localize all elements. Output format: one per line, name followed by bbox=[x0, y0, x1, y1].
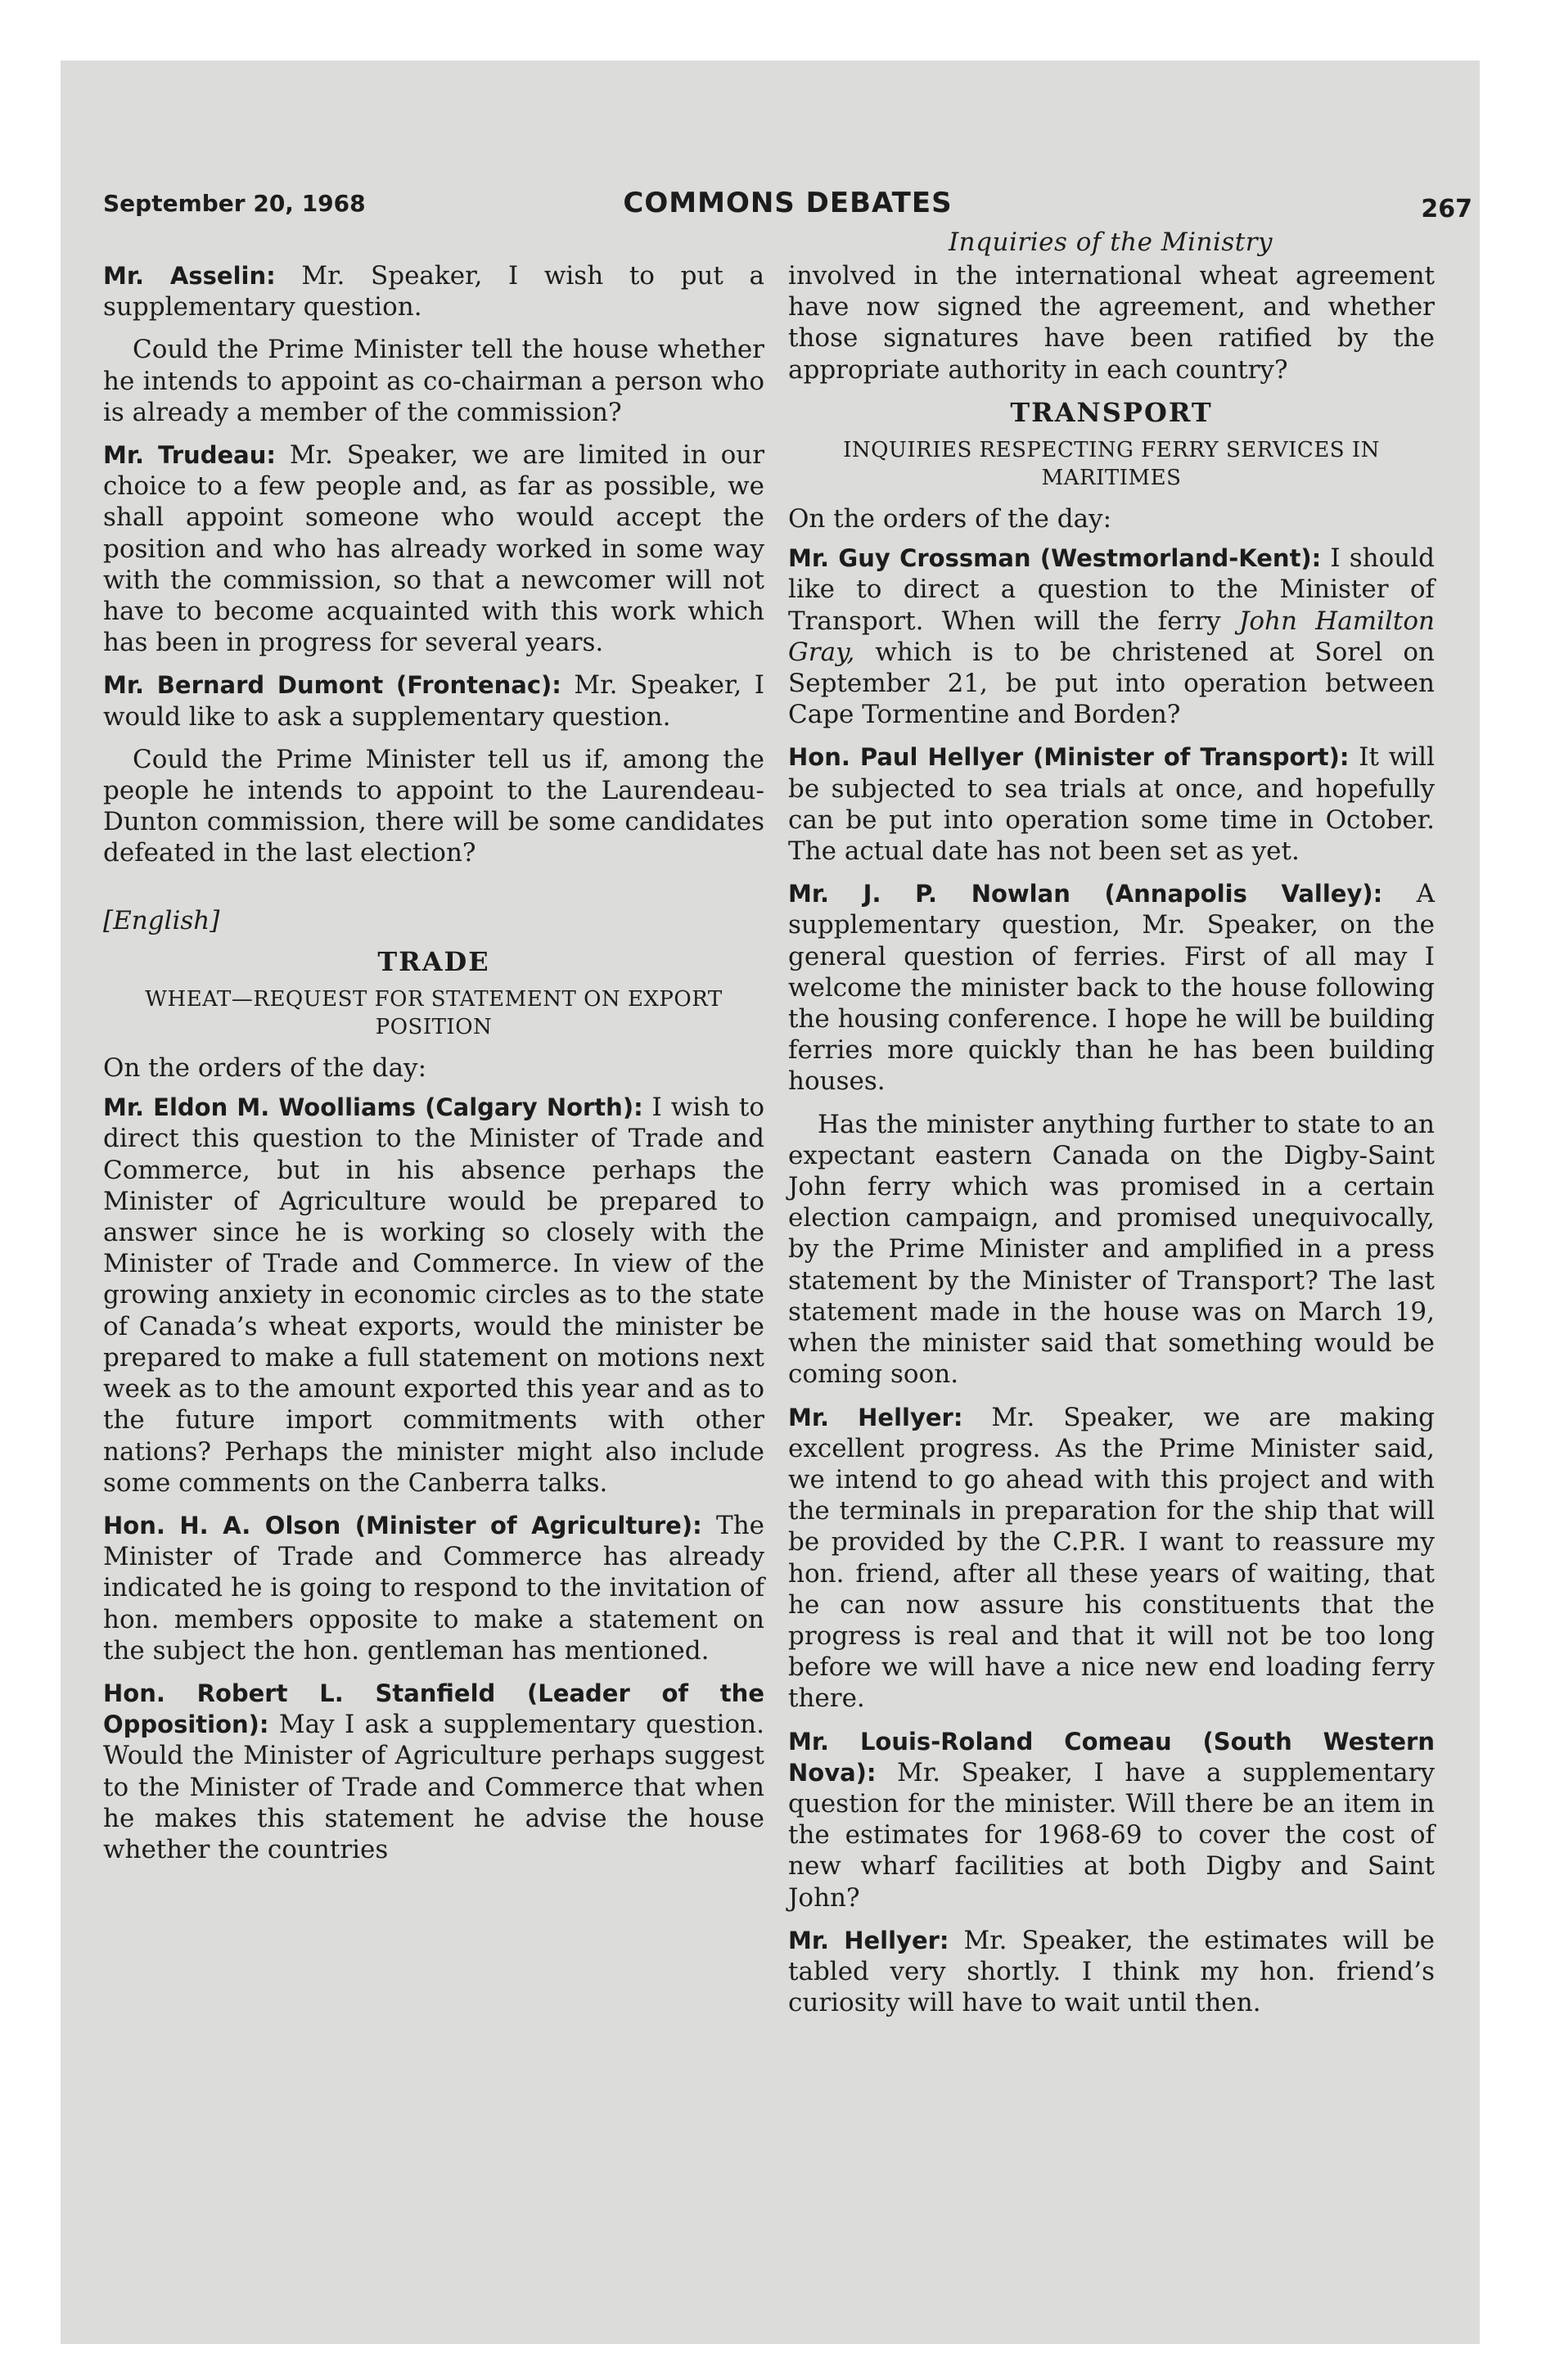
paragraph-text: Mr. Speaker, we are limited in our choice to a few people and, as far as possible, we shall appoint someone who would accept the position and who has already worked in some way with the commission, so that a newcomer will not have to become acquainted with this work which has been in progress for several years. bbox=[103, 440, 765, 658]
right-column bbox=[788, 260, 1435, 2030]
paragraph bbox=[103, 1092, 764, 1499]
paragraph-text: Mr. Speaker, I have a supplementary question for the minister. Will there be an item in the estimates for 1968-69 to cover the cost of new wharf facilities at both Digby and Saint John? bbox=[788, 1757, 1435, 1913]
paragraph: Could the Prime Minister tell the house whether he intends to appoint as co-chairman a person who is already a member of the commission? bbox=[103, 335, 764, 427]
paragraph bbox=[788, 741, 1435, 867]
speaker-name: Mr. Hellyer: bbox=[788, 1403, 963, 1431]
speaker-name: Mr. Asselin: bbox=[103, 262, 276, 290]
paragraph-text: Mr. Speaker, the estimates will be tabled very shortly. I think my hon. friend’s curiosity will have to wait until then. bbox=[788, 1925, 1435, 2018]
paragraph-text: A supplementary question, Mr. Speaker, on the general question of ferries. First of all may I welcome the minister back to the house following the housing conference. I hope he will be building ferries more quickly than he has been building houses. bbox=[788, 879, 1435, 1097]
paragraph-text: It will be subjected to sea trials at once, and hopefully can be put into operation some time in October. The actual date has not been set as yet. bbox=[788, 742, 1435, 867]
paragraph-text: Mr. Speaker, we are making excellent progress. As the Prime Minister said, we intend to go ahead with this project and with the terminals in preparation for the ship that will be provided by the C.P.R. I want to reassure my hon. friend, after all these years of waiting, that he can now assure his constituents that the progress is real and that it will not be too long before we will have a nice new end loading ferry there. bbox=[788, 1402, 1436, 1714]
header-date: September 20, 1968 bbox=[103, 190, 366, 217]
section-heading: TRADE bbox=[377, 945, 490, 977]
page-header bbox=[103, 124, 1472, 223]
speaker-name: Mr. J. P. Nowlan (Annapolis Valley): bbox=[788, 880, 1383, 908]
paragraph: Could the Prime Minister tell us if, among the people he intends to appoint to the Laurendeau-Dunton commission, there will be some candidates defeated in the last election? bbox=[103, 744, 764, 868]
paragraph bbox=[788, 543, 1435, 730]
paragraph bbox=[788, 878, 1435, 1097]
paragraph-text: The Minister of Trade and Commerce has already indicated he is going to respond to the invitation of hon. members opposite to make a statement on the subject the hon. gentleman has mentioned. bbox=[103, 1510, 765, 1666]
paragraph-text: which is to be christened at Sorel on September 21, be put into operation between Cape Tormentine and Borden? bbox=[788, 637, 1435, 730]
speaker-name: Mr. Trudeau: bbox=[103, 441, 276, 470]
paragraph bbox=[103, 669, 764, 732]
paragraph-text: I should like to direct a question to the Minister of Transport. When will the ferry bbox=[788, 543, 1435, 636]
paragraph: involved in the international wheat agreement have now signed the agreement, and whether those signatures have been ratified by the appropriate authority in each country? bbox=[788, 261, 1435, 385]
section-subheading: INQUIRIES RESPECTING FERRY SERVICES IN MARITIMES bbox=[843, 438, 1380, 491]
paragraph bbox=[103, 1510, 764, 1666]
ship-name: John Hamilton Gray, bbox=[788, 606, 1436, 667]
paragraph-text: May I ask a supplementary question. Would the Minister of Agriculture perhaps suggest to the Minister of Trade and Commerce that when he makes this statement he advise the house whether the countries bbox=[103, 1710, 764, 1864]
left-column bbox=[103, 260, 764, 1877]
paragraph-text: Mr. Speaker, I would like to ask a supplementary question. bbox=[103, 670, 765, 732]
paragraph bbox=[788, 1402, 1435, 1715]
speaker-name: Hon. Paul Hellyer (Minister of Transport): bbox=[788, 743, 1350, 772]
paragraph bbox=[788, 1726, 1435, 1913]
speaker-name: Mr. Bernard Dumont (Frontenac): bbox=[103, 671, 561, 700]
speaker-name: Hon. Robert L. Stanfield (Leader of the Opposition): bbox=[103, 1679, 764, 1739]
orders-of-day: On the orders of the day: bbox=[103, 1053, 427, 1084]
speaker-name: Mr. Louis-Roland Comeau (South Western Nova): bbox=[788, 1727, 1435, 1787]
speaker-name: Hon. H. A. Olson (Minister of Agriculture): bbox=[103, 1511, 702, 1539]
paragraph bbox=[788, 1925, 1435, 2019]
section-heading: TRANSPORT bbox=[1010, 396, 1213, 428]
paragraph bbox=[103, 1678, 764, 1865]
paragraph: Has the minister anything further to state to an expectant eastern Canada on the Digby-Saint John ferry which was promised in a certain election campaign, and promised unequivocally, by the Prime Minister and amplified in a press statement by the Minister of Transport? The last statement made in the house was on March 19, when the minister said that something would be coming soon. bbox=[788, 1109, 1435, 1390]
header-title: COMMONS DEBATES bbox=[623, 187, 953, 219]
paragraph-text: Mr. Speaker, I wish to put a supplementary question. bbox=[103, 261, 764, 322]
paragraph bbox=[103, 439, 764, 658]
speaker-name: Mr. Hellyer: bbox=[788, 1926, 949, 1954]
page-number: 267 bbox=[1421, 195, 1472, 223]
language-tag: [English] bbox=[103, 905, 220, 935]
orders-of-day: On the orders of the day: bbox=[788, 504, 1112, 534]
section-running-head: Inquiries of the Ministry bbox=[948, 228, 1273, 257]
speaker-name: Mr. Guy Crossman (Westmorland-Kent): bbox=[788, 544, 1322, 573]
speaker-name: Mr. Eldon M. Woolliams (Calgary North): bbox=[103, 1093, 643, 1122]
paragraph bbox=[103, 260, 764, 322]
section-subheading: WHEAT—REQUEST FOR STATEMENT ON EXPORT POSITION bbox=[145, 987, 723, 1040]
paragraph-text: I wish to direct this question to the Minister of Trade and Commerce, but in his absence perhaps the Minister of Agriculture would be prepared to answer since he is working so closely with the Minister of Trade and Commerce. In view of the growing anxiety in economic circles as to the state of Canada’s wheat exports, would the minister be prepared to make a full statement on motions next week as to the amount exported this year and as to the future import commitments with other nations? Perhaps the minister might also include some comments on the Canberra talks. bbox=[103, 1093, 764, 1498]
